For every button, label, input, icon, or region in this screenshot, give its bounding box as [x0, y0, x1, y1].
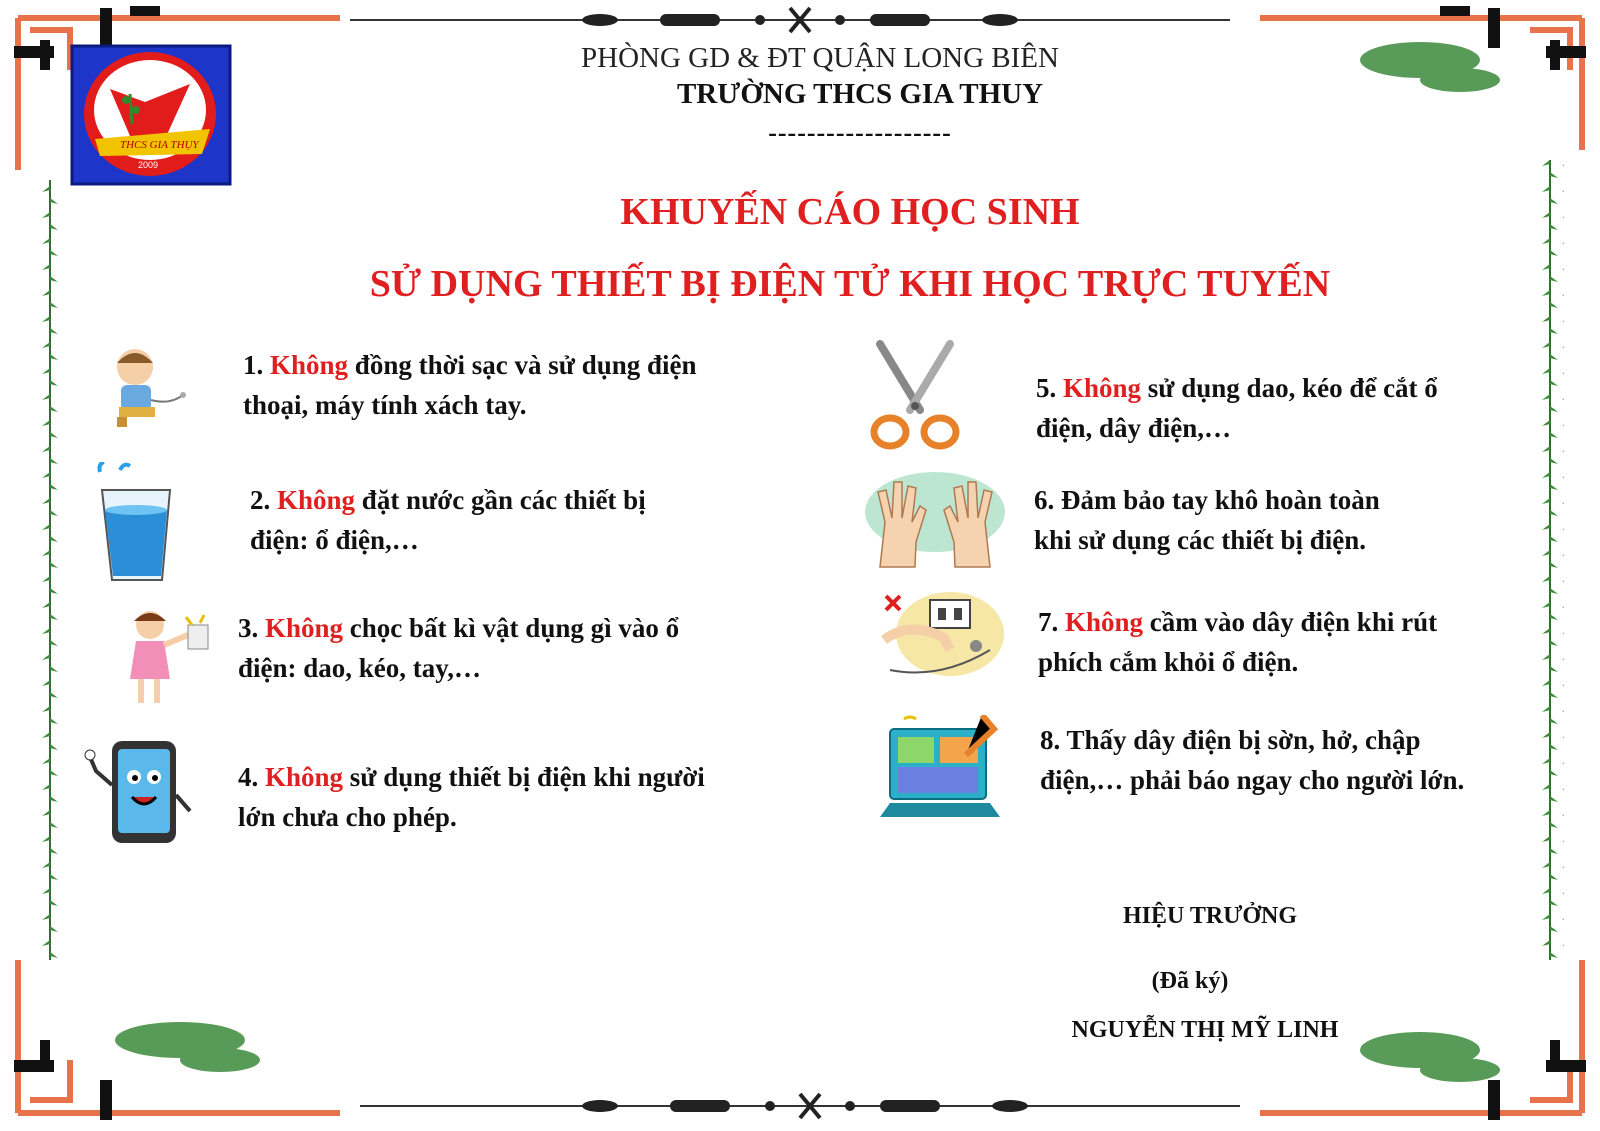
rule-text-line-1: cầm vào dây điện khi rút — [1143, 607, 1438, 637]
girl-socket-icon — [112, 605, 212, 710]
rule-keyword: Không — [1063, 373, 1142, 403]
rule-item-3 — [238, 608, 798, 688]
signature-name: NGUYỄN THỊ MỸ LINH — [1071, 1017, 1339, 1043]
signature-signed: (Đã ký) — [1151, 968, 1229, 994]
rule-item-6 — [1034, 480, 1554, 560]
rule-text-line-2: điện, dây điện,… — [1036, 413, 1232, 443]
rule-text-line-2: điện: ổ điện,… — [250, 525, 419, 555]
rule-keyword: Không — [265, 762, 344, 792]
scissors-icon — [860, 340, 970, 455]
rule-text-line-1: Thấy dây điện bị sờn, hở, chập — [1066, 725, 1421, 755]
rule-number: 6. — [1034, 485, 1061, 515]
computer-icon — [870, 715, 1010, 835]
rule-text-line-1: sử dụng dao, kéo để cắt ổ — [1141, 373, 1438, 403]
rule-item-8 — [1040, 720, 1570, 800]
rule-item-4 — [238, 757, 798, 837]
rule-item-1 — [243, 345, 783, 425]
rule-text-line-2: điện: dao, kéo, tay,… — [238, 653, 482, 683]
unplug-icon — [880, 590, 1005, 680]
dry-hands-icon — [860, 462, 1010, 572]
smartphone-character-icon — [84, 735, 194, 850]
rule-keyword: Không — [270, 350, 349, 380]
school-name: TRƯỜNG THCS GIA THUY — [676, 78, 1044, 110]
rule-number: 4. — [238, 762, 265, 792]
rule-number: 1. — [243, 350, 270, 380]
header-divider: ------------------- — [768, 118, 952, 147]
logo-year: 2009 — [138, 160, 159, 170]
rule-text-line-1: chọc bất kì vật dụng gì vào ổ — [343, 613, 680, 643]
rule-item-5 — [1036, 368, 1556, 448]
rule-item-2 — [250, 480, 790, 560]
rule-text-line-2: khi sử dụng các thiết bị điện. — [1034, 525, 1367, 555]
school-logo — [70, 44, 232, 186]
rule-item-7 — [1038, 602, 1558, 682]
rule-number: 5. — [1036, 373, 1063, 403]
rule-text-line-2: phích cắm khỏi ổ điện. — [1038, 647, 1299, 677]
child-charging-icon — [105, 345, 190, 430]
rule-keyword: Không — [265, 613, 344, 643]
rule-number: 3. — [238, 613, 265, 643]
rule-number: 8. — [1040, 725, 1067, 755]
rule-text-line-2: thoại, máy tính xách tay. — [243, 390, 527, 420]
title-line-1: KHUYẾN CÁO HỌC SINH — [620, 191, 1080, 233]
rule-text-line-1: sử dụng thiết bị điện khi người — [343, 762, 705, 792]
logo-brand-text: THCS GIA THỤY — [120, 139, 199, 151]
rule-text-line-1: đặt nước gần các thiết bị — [355, 485, 646, 515]
rule-keyword: Không — [277, 485, 356, 515]
rule-number: 2. — [250, 485, 277, 515]
signature-role: HIỆU TRƯỞNG — [1122, 903, 1298, 929]
rule-text-line-2: lớn chưa cho phép. — [238, 802, 457, 832]
rule-text-line-1: Đảm bảo tay khô hoàn toàn — [1061, 485, 1380, 515]
department-name: PHÒNG GD & ĐT QUẬN LONG BIÊN — [581, 42, 1059, 74]
rule-text-line-2: điện,… phải báo ngay cho người lớn. — [1040, 765, 1465, 795]
water-glass-icon — [90, 462, 180, 587]
rule-keyword: Không — [1065, 607, 1144, 637]
rule-text-line-1: đồng thời sạc và sử dụng điện — [348, 350, 697, 380]
rule-number: 7. — [1038, 607, 1065, 637]
title-line-2: SỬ DỤNG THIẾT BỊ ĐIỆN TỬ KHI HỌC TRỰC TUYẾN — [369, 263, 1331, 305]
